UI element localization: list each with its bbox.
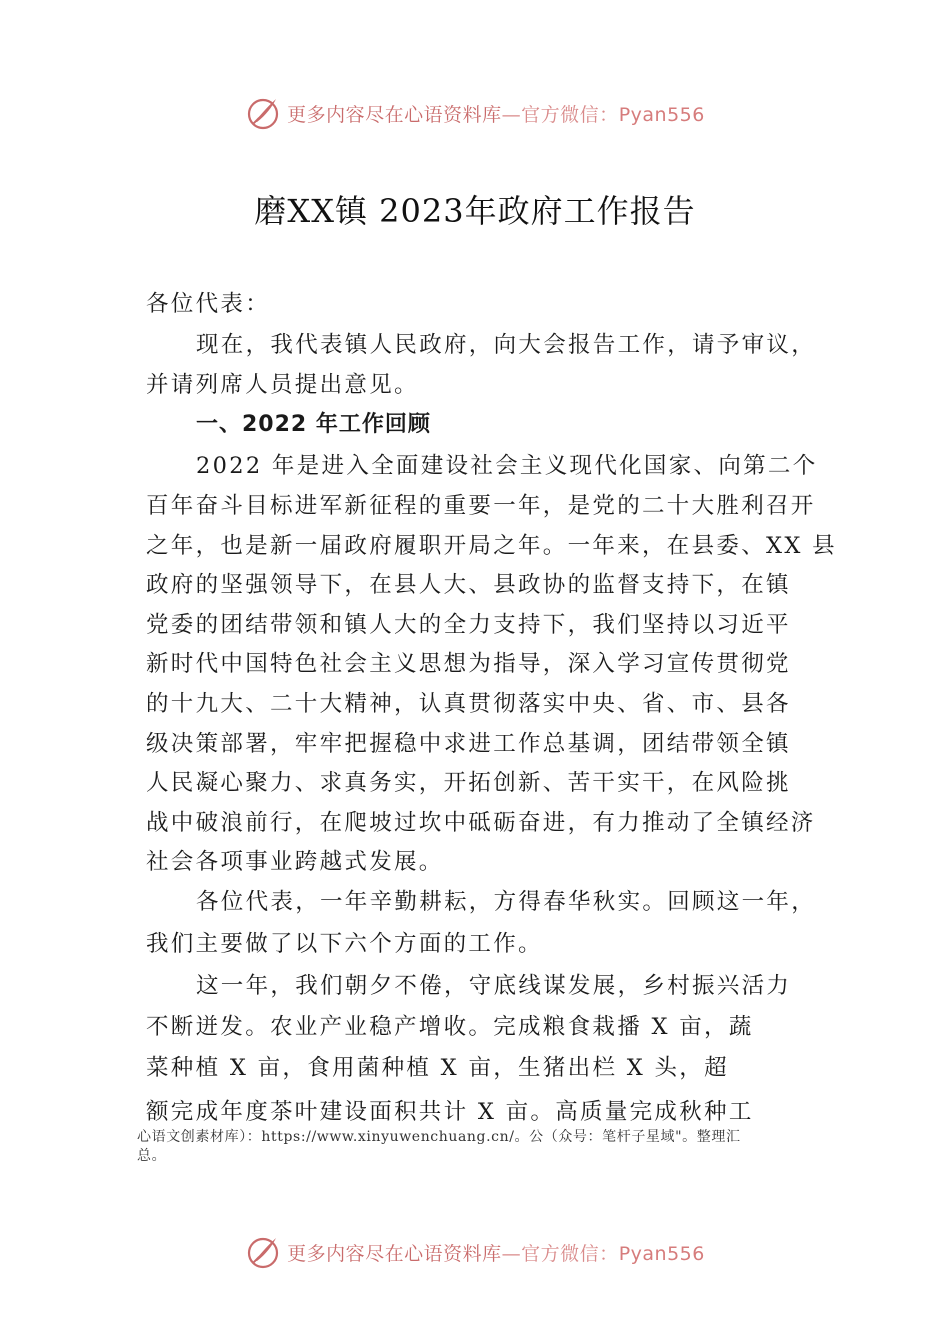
paragraph-line: 额完成年度茶叶建设面积共计 X 亩。高质量完成秋种工 (146, 1099, 754, 1125)
paragraph-line: 政府的坚强领导下，在县人大、县政协的监督支持下，在镇 (146, 572, 791, 598)
banner-main-text: 更多内容尽在心语资料库 (287, 103, 502, 126)
footnote-line: 总。 (137, 1148, 167, 1164)
paragraph-line: 之年，也是新一届政府履职开局之年。一年来，在县委、XX 县 (146, 533, 837, 559)
paragraph-line: 社会各项事业跨越式发展。 (146, 849, 444, 875)
banner-dash: — (501, 103, 522, 126)
paragraph-line: 我们主要做了以下六个方面的工作。 (146, 931, 543, 957)
banner-dash: — (501, 1242, 522, 1265)
banner-wechat-id: Pyan556 (618, 103, 705, 126)
paragraph-line: 的十九大、二十大精神，认真贯彻落实中央、省、市、县各 (146, 691, 791, 717)
paragraph-line: 战中破浪前行，在爬坡过坎中砥砺奋进，有力推动了全镇经济 (146, 810, 816, 836)
banner-wechat-id: Pyan556 (618, 1242, 705, 1265)
greeting: 各位代表： (146, 291, 271, 317)
paragraph-line: 不断迸发。农业产业稳产增收。完成粮食栽播 X 亩，蔬 (146, 1014, 754, 1040)
paragraph-line: 新时代中国特色社会主义思想为指导，深入学习宣传贯彻党 (146, 651, 791, 677)
footnote-line: 心语文创素材库）：https://www.xinyuwenchuang.cn/。公（众号：笔杆子星域"。整理汇 (137, 1129, 741, 1145)
banner-wechat-label: 官方微信： (521, 103, 619, 126)
paragraph-line: 百年奋斗目标进军新征程的重要一年，是党的二十大胜利召开 (146, 493, 816, 519)
paragraph-line: 级决策部署，牢牢把握稳中求进工作总基调，团结带领全镇 (146, 731, 791, 757)
header-banner (0, 93, 950, 133)
section-heading: 一、2022 年工作回顾 (196, 412, 431, 437)
banner-text (287, 1239, 705, 1266)
paragraph-line: 人民凝心聚力、求真务实，开拓创新、苦干实干，在风险挑 (146, 770, 791, 796)
paragraph-line: 这一年，我们朝夕不倦，守底线谋发展，乡村振兴活力 (196, 973, 792, 999)
paragraph-line: 各位代表，一年辛勤耕耘，方得春华秋实。回顾这一年， (196, 889, 817, 915)
quill-logo-icon (245, 95, 281, 131)
intro-line: 并请列席人员提出意见。 (146, 372, 419, 398)
footer-banner (0, 1232, 950, 1272)
paragraph-line: 2022 年是进入全面建设社会主义现代化国家、向第二个 (196, 453, 818, 479)
paragraph-line: 党委的团结带领和镇人大的全力支持下，我们坚持以习近平 (146, 612, 791, 638)
banner-main-text: 更多内容尽在心语资料库 (287, 1242, 502, 1265)
banner-text (287, 100, 705, 127)
document-title: 磨XX镇 2023年政府工作报告 (254, 192, 696, 230)
quill-logo-icon (245, 1234, 281, 1270)
banner-wechat-label: 官方微信： (521, 1242, 619, 1265)
paragraph-line: 菜种植 X 亩，食用菌种植 X 亩，生猪出栏 X 头，超 (146, 1055, 729, 1081)
intro-line: 现在，我代表镇人民政府，向大会报告工作，请予审议， (196, 332, 817, 358)
